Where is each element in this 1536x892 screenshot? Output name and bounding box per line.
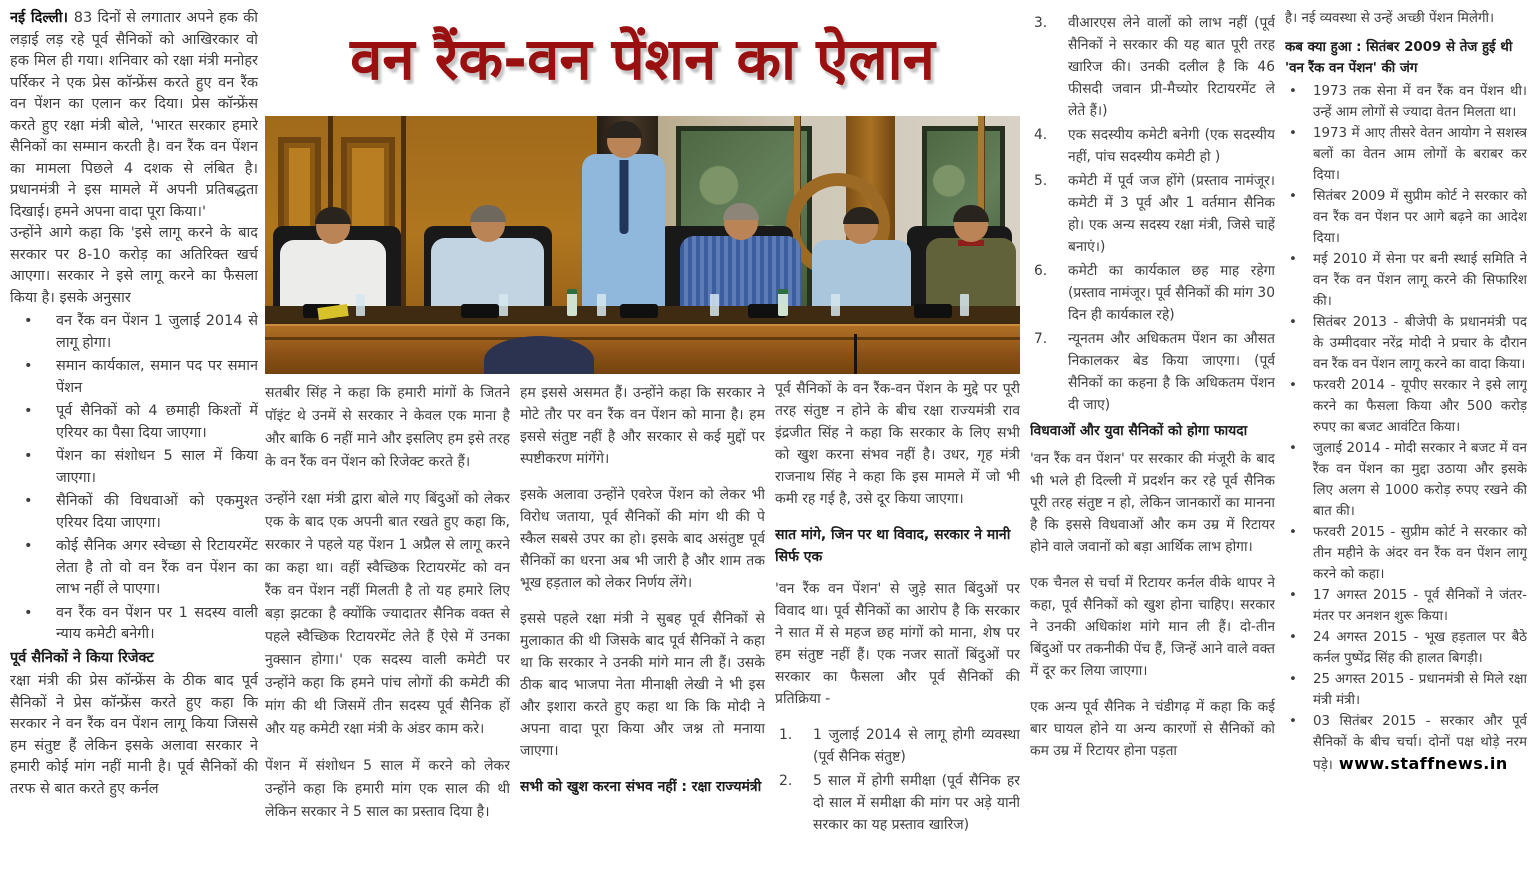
water-glass (960, 294, 969, 316)
numbered-list (1030, 12, 1275, 416)
bullet-icon: • (24, 538, 33, 554)
microphone (461, 304, 499, 318)
numbered-list (775, 724, 1020, 836)
bullet-item: • पूर्व सैनिकों को 4 छमाही किश्तों में एरियर का पैसा दिया जाएगा। (24, 403, 258, 441)
numbered-item: 6. कमेटी का कार्यकाल छह माह रहेगा (प्रस्ताव नामंजूर। पूर्व सैनिकों की मांग 30 दिन ही कार्यकाल रहे) (1030, 260, 1275, 326)
uniform (812, 240, 910, 310)
paragraph: पेंशन में संशोधन 5 साल में करने को लेकर उन्होंने कहा कि हमारी मांग एक साल की थी लेकिन सरकार ने 5 साल का प्रस्ताव दिया है। (265, 758, 510, 820)
navy-officer (280, 210, 386, 310)
bullet-item: • 24 अगस्त 2015 - भूख हड़ताल पर बैठे कर्नल पुष्पेंद्र सिंह की हालत बिगड़ी। (1285, 627, 1527, 669)
article-column-4 (775, 378, 1020, 888)
article-column-5 (1030, 8, 1275, 886)
necktie (619, 160, 628, 234)
numbered-item: 7. न्यूनतम और अधिकतम पेंशन का औसत निकालकर बेड किया जाएगा। (पूर्व सैनिकों का कहना है कि अधिकतम पेंशन दी जाए) (1030, 328, 1275, 416)
section-heading: पूर्व सैनिकों ने किया रिजेक्ट (10, 649, 154, 666)
table-groove (265, 337, 1020, 340)
mic-cable (854, 334, 857, 374)
uniform (926, 238, 1017, 310)
paragraph: 'वन रैंक वन पेंशन' से जुड़े सात बिंदुओं पर विवाद था। पूर्व सैनिकों का आरोप है कि सरकार ने सात में से महज छह मांगों को माना, शेष पर हम संतुष्ट नहीं हैं। एक नजर सातों बिंदुओं पर सरकार का फैसला और पूर्व सैनिकों की प्रतिक्रिया - (775, 581, 1020, 707)
section-heading: सभी को खुश करना संभव नहीं : रक्षा राज्यमंत्री (520, 779, 762, 795)
article-column-3 (520, 382, 765, 888)
water-bottle (778, 289, 788, 316)
hair (315, 207, 351, 224)
army-officer (926, 208, 1017, 310)
bullet-icon: • (1289, 525, 1297, 540)
section-heading: कब क्या हुआ : सितंबर 2009 से तेज हुई थी 'वन रैंक वन पेंशन' की जंग (1285, 40, 1513, 76)
bullet-item: • 03 सितंबर 2015 - सरकार और पूर्व सैनिकों के बीच चर्चा। दोनों पक्ष थोड़े नरम पड़े। www.staffnews.in (1285, 711, 1527, 776)
water-glass (356, 294, 365, 316)
water-bottle (567, 289, 577, 316)
bullet-icon: • (1289, 630, 1297, 645)
bullet-item: • वन रैंक वन पेंशन 1 जुलाई 2014 से लागू होगा। (24, 313, 258, 351)
bullet-item: • जुलाई 2014 - मोदी सरकार ने बजट में वन रैंक वन पेंशन का मुद्दा उठाया और इसके लिए अलग से 1000 करोड़ रुपए रखने की बात की। (1285, 438, 1527, 522)
paragraph: 'वन रैंक वन पेंशन' पर सरकार की मंजूरी के बाद भी भले ही दिल्ली में प्रदर्शन कर रहे पूर्व सैनिक पूरी तरह संतुष्ट न हो, लेकिन जानकारों का मानना है कि इससे विधवाओं और कम उम्र में रिटायर होने वाले जवानों को बड़ा आर्थिक लाभ होगा। (1030, 451, 1275, 555)
bullet-item: • वन रैंक वन पेंशन पर 1 सदस्य वाली न्याय कमेटी बनेगी। (24, 604, 258, 642)
bullet-icon: • (24, 604, 33, 621)
bullet-icon: • (1289, 252, 1297, 267)
bullet-icon: • (1289, 378, 1297, 393)
numbered-item: 5. कमेटी में पूर्व जज होंगे (प्रस्ताव नामंजूर। कमेटी में 3 पूर्व और 1 वर्तमान सैनिक हो। एक अन्य सदस्य रक्षा मंत्री, जिसे चाहें बनाएं।) (1030, 170, 1275, 258)
bullet-item: • फरवरी 2015 - सुप्रीम कोर्ट ने सरकार को तीन महीने के अंदर वन रैंक वन पेंशन लागू करने को कहा। (1285, 522, 1527, 585)
item-number: 2. (779, 773, 793, 789)
website-link[interactable]: www.staffnews.in (1332, 754, 1508, 773)
numbered-item: 4. एक सदस्यीय कमेटी बनेगी (एक सदस्यीय नहीं, पांच सदस्यीय कमेटी हो ) (1030, 124, 1275, 168)
bullet-item: • पेंशन का संशोधन 5 साल में किया जाएगा। (24, 448, 258, 486)
uniform (280, 240, 386, 310)
bullet-icon: • (24, 493, 33, 509)
bullet-icon: • (1289, 672, 1297, 687)
article-column-1 (10, 8, 258, 886)
hair (953, 205, 989, 222)
bullet-item: • फरवरी 2014 - यूपीए सरकार ने इसे लागू करने का फैसला किया और 500 करोड़ रुपए का बजट आवंटित किया। (1285, 375, 1527, 438)
bullet-icon: • (1289, 189, 1297, 204)
press-conference-photo (265, 116, 1020, 374)
microphone (914, 304, 952, 318)
headline: वन रैंक-वन पेंशन का ऐलान (350, 24, 935, 93)
numbered-item: 1. 1 जुलाई 2014 से लागू होगी व्यवस्था (पूर्व सैनिक संतुष्ट) (775, 724, 1020, 768)
hair (470, 205, 506, 222)
article-column-6 (1285, 8, 1527, 886)
water-glass (710, 294, 719, 316)
numbered-item: 3. वीआरएस लेने वालों को लाभ नहीं (पूर्व सैनिकों ने सरकार की यह बात पूरी तरह खारिज की। उनकी दलील है कि 46 फीसदी जवान प्री-मैच्योर रिटायरमेंट ले लेते हैं।) (1030, 12, 1275, 122)
water-glass (831, 294, 840, 316)
bullet-item: • सितंबर 2009 में सुप्रीम कोर्ट ने सरकार को वन रैंक वन पेंशन पर आगे बढ़ने का आदेश दिया। (1285, 186, 1527, 249)
item-number: 1. (779, 727, 793, 743)
paragraph: उन्होंने रक्षा मंत्री द्वारा बोले गए बिंदुओं को लेकर एक के बाद एक अपनी बात रखते हुए कहा कि, सरकार ने पहले यह पेंशन 1 अप्रैल से लागू करने का कहा था। वहीं स्वैच्छिक रिटायरमेंट को वन रैंक वन पेंशन नहीं मिलती है तो यह हमारे लिए बड़ा झटका है क्योंकि ज्यादातर सैनिक वक्त से पहले स्वैच्छिक रिटायरमेंट लेते हैं ऐसे में उनका नुक्सान होगा।' एक सदस्य वाली कमेटी पर उन्होंने कहा कि हमने पांच लोगों की कमेटी की मांग की थी जिसमें तीन सदस्य पूर्व सैनिक हों और यह कमेटी रक्षा मंत्री के अंडर काम करे। (265, 491, 510, 737)
bullet-icon: • (24, 448, 33, 464)
paragraph: एक अन्य पूर्व सैनिक ने चंडीगढ़ में कहा कि कई बार घायल होने या अन्य कारणों से सैनिकों को कम उम्र में रिटायर होना पड़ता (1030, 699, 1275, 759)
bullet-item: • सितंबर 2013 - बीजेपी के प्रधानमंत्री पद के उम्मीदवार नरेंद्र मोदी ने प्रचार के दौरान वन रैंक वन पेंशन लागू करने का वादा किया। (1285, 312, 1527, 375)
bullet-icon: • (24, 313, 33, 329)
item-number: 4. (1034, 127, 1048, 143)
paragraph: एक चैनल से चर्चा में रिटायर कर्नल वीके थापर ने कहा, पूर्व सैनिकों को खुश होना चाहिए। सरकार ने उनकी अधिकांश मांगे मान ली हैं। दो-तीन बिंदुओं पर तकनीकी पेंच हैं, जिन्हें आने वाले वक्त में दूर कर लिया जाएगा। (1030, 575, 1275, 679)
air-force-officer (812, 210, 910, 310)
hair (723, 203, 759, 220)
bullet-icon: • (24, 358, 33, 374)
bullet-item: • 25 अगस्त 2015 - प्रधानमंत्री से मिले रक्षा मंत्री मंत्री। (1285, 669, 1527, 711)
bullet-item: • 1973 तक सेना में वन रैंक वन पेंशन थी। उन्हें आम लोगों से ज्यादा वेतन मिलता था। (1285, 81, 1527, 123)
bullet-item: • 1973 में आए तीसरे वेतन आयोग ने सशस्त्र बलों का वेतन आम लोगों के बराबर कर दिया। (1285, 123, 1527, 186)
hair (843, 207, 879, 224)
bullet-icon: • (24, 403, 33, 419)
item-number: 6. (1034, 263, 1048, 279)
bullet-item: • सैनिकों की विधवाओं को एकमुश्त एरियर दिया जाएगा। (24, 493, 258, 531)
bullet-item: • 17 अगस्त 2015 - पूर्व सैनिकों ने जंतर-मंतर पर अनशन शुरू किया। (1285, 585, 1527, 627)
bullet-icon: • (1289, 126, 1297, 141)
item-number: 3. (1034, 15, 1048, 31)
official (431, 208, 544, 310)
dateline: नई दिल्ली। (10, 10, 74, 26)
paragraph: हम इससे असमत हैं। उन्होंने कहा कि सरकार ने मोटे तौर पर वन रैंक वन पेंशन को माना है। हम इससे संतुष्ट नहीं है और सरकार से कई मुद्दों पर स्पष्टीकरण मांगेंगे। (520, 385, 765, 467)
table-front (265, 324, 1020, 374)
bullet-item: • मई 2010 में सेना पर बनी स्थाई समिति ने वन रैंक वन पेंशन लागू करने की सिफारिश की। (1285, 249, 1527, 312)
paragraph: रक्षा मंत्री की प्रेस कॉन्फ्रेंस के ठीक बाद पूर्व सैनिकों ने प्रेस कॉन्फ्रेंस करते हुए कहा कि सरकार ने वन रैंक वन पेंशन लागू किया जिससे हम संतुष्ट हैं लेकिन इसके अलावा सरकार ने हमारी कोई मांग नहीं मानी है। पूर्व सैनिकों की तरफ से बात करते हुए कर्नल (10, 673, 258, 797)
paragraph: सतबीर सिंह ने कहा कि हमारी मांगों के जितने पॉइंट थे उनमें से सरकार ने केवल एक माना है और बाकि 6 नहीं माने और इसलिए हम इसे तरह के वन रैंक वन पेंशन को रिजेक्ट करते हैं। (265, 385, 510, 470)
bullet-item: • कोई सैनिक अगर स्वेच्छा से रिटायरमेंट लेता है तो वो वन रैंक वन पेंशन का लाभ नहीं ले पाएगा। (24, 538, 258, 597)
paragraph: उन्होंने आगे कहा कि 'इसे लागू करने के बाद सरकार पर 8-10 करोड़ का अतिरिक्त खर्च आएगा। सरकार ने इसे लागू करने का फैसला किया है। इसके अनुसार (10, 225, 258, 306)
hair (606, 121, 642, 138)
section-heading: विधवाओं और युवा सैनिकों को होगा फायदा (1030, 423, 1248, 439)
shirt (431, 238, 544, 310)
paragraph: इसके अलावा उन्होंने एवरेज पेंशन को लेकर भी विरोध जताया, पूर्व सैनिकों की मांग थी की पे स्कैल सबसे उपर का हो। इसके बाद असंतुष्ट पूर्व सैनिकों का धरना अब भी जारी है और शाम तक भूख हड़ताल को लेकर निर्णय लेंगे। (520, 487, 765, 591)
item-number: 5. (1034, 173, 1048, 189)
standing-aide (582, 124, 665, 310)
water-glass (499, 294, 508, 316)
article-column-2 (265, 382, 510, 888)
bullet-list (10, 311, 258, 646)
paragraph: पूर्व सैनिकों के वन रैंक-वन पेंशन के मुद्दे पर पूरी तरह संतुष्ट न होने के बीच रक्षा राज्यमंत्री राव इंद्रजीत सिंह ने कहा कि सरकार के लिए सभी को खुश करना संभव नहीं है। उधर, गृह मंत्री राजनाथ सिंह ने कहा कि इस मामले में जो भी कमी रह गई है, उसे दूर किया जाएगा। (775, 381, 1020, 507)
bullet-list (1285, 81, 1527, 776)
item-number: 7. (1034, 331, 1048, 347)
bullet-icon: • (1289, 315, 1297, 330)
bullet-icon: • (1289, 714, 1297, 729)
paragraph: इससे पहले रक्षा मंत्री ने सुबह पूर्व सैनिकों से मुलाकात की थी जिसके बाद पूर्व सैनिकों ने कहा था कि सरकार ने उनकी मांगे मान ली हैं। उसके ठीक बाद भाजपा नेता मीनाक्षी लेखी ने भी इस और इशारा करते हुए कहा था कि कि मोदी ने अपना वादा पूरा किया और जश्न तो मनाया जाएगा। (520, 611, 765, 759)
bullet-icon: • (1289, 588, 1297, 603)
paragraph: है। नई व्यवस्था से उन्हें अच्छी पेंशन मिलेगी। (1285, 11, 1495, 26)
numbered-item: 2. 5 साल में होगी समीक्षा (पूर्व सैनिक हर दो साल में समीक्षा की मांग पर अड़े यानी सरकार का यह प्रस्ताव खारिज) (775, 770, 1020, 836)
bullet-item: • समान कार्यकाल, समान पद पर समान पेंशन (24, 358, 258, 396)
bullet-icon: • (1289, 84, 1297, 99)
microphone (620, 304, 658, 318)
water-glass (597, 294, 606, 316)
bullet-icon: • (1289, 441, 1297, 456)
section-heading: सात मांगे, जिन पर था विवाद, सरकार ने मानी सिर्फ एक (775, 527, 1011, 565)
paragraph: नई दिल्ली। 83 दिनों से लगातार अपने हक की लड़ाई लड़ रहे पूर्व सैनिकों को आखिरकार वो हक मिल ही गया। शनिवार को रक्षा मंत्री मनोहर पर्रिकर ने एक प्रेस कॉन्फ्रेंस करते हुए वन रैंक वन पेंशन का एलान कर दिया। प्रेस कॉन्फ्रेंस करते हुए रक्षा मंत्री बोले, 'भारत सरकार हमारे सैनिकों का सम्मान करती है। वन रैंक वन पेंशन का मामला पिछले 4 दशक से लंबित है। प्रधानमंत्री ने इस मामले में अपनी प्रतिबद्धता दिखाई। हमने अपना वादा पूरा किया।' (10, 10, 258, 220)
